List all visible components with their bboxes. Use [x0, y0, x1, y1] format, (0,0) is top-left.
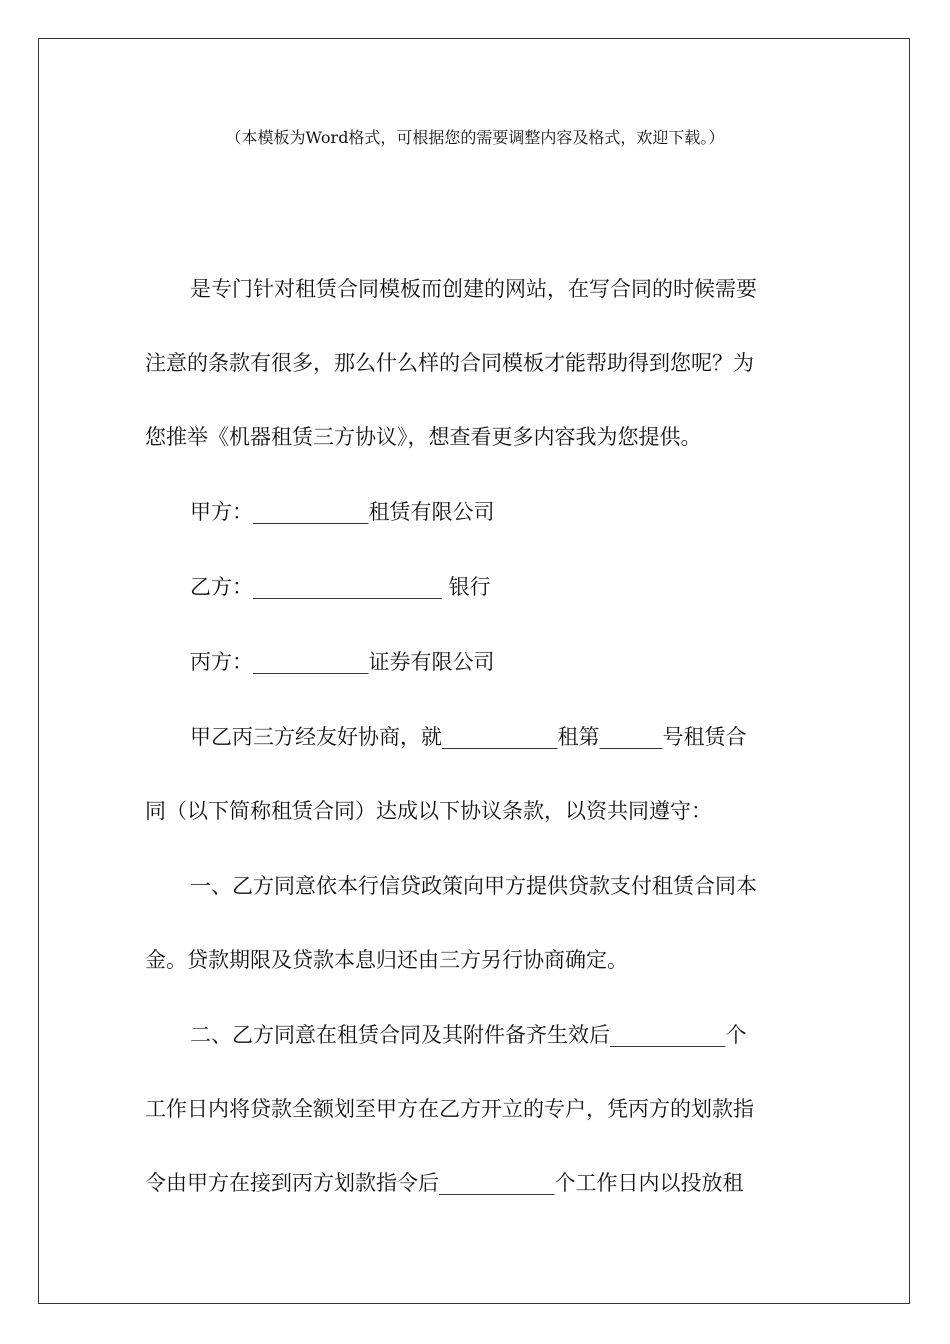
clause-2-line-1: 二、乙方同意在租赁合同及其附件备齐生效后___________个 — [190, 1023, 747, 1047]
intro-line-2: 注意的条款有很多，那么什么样的合同模板才能帮助得到您呢？为 — [145, 351, 754, 375]
agreement-intro-line-1: 甲乙丙三方经友好协商，就___________租第______号租赁合 — [190, 725, 747, 749]
clause-2-line-3: 令由甲方在接到丙方划款指令后___________个工作日内以投放租 — [145, 1171, 744, 1195]
party-c-line: 丙方：___________证券有限公司 — [190, 650, 495, 674]
clause-1-line-2: 金。贷款期限及贷款本息归还由三方另行协商确定。 — [145, 948, 628, 972]
party-b-line: 乙方：__________________ 银行 — [190, 575, 491, 599]
intro-line-3: 您推举《机器租赁三方协议》，想查看更多内容我为您提供。 — [145, 425, 702, 449]
clause-2-line-2: 工作日内将贷款全额划至甲方在乙方开立的专户，凭丙方的划款指 — [145, 1097, 754, 1121]
intro-line-1: 是专门针对租赁合同模板而创建的网站，在写合同的时候需要 — [190, 277, 757, 301]
agreement-intro-line-2: 同（以下简称租赁合同）达成以下协议条款，以资共同遵守： — [145, 799, 712, 823]
clause-1-line-1: 一、乙方同意依本行信贷政策向甲方提供贷款支付租赁合同本 — [190, 874, 757, 898]
template-notice: （本模板为Word格式，可根据您的需要调整内容及格式，欢迎下载。） — [225, 128, 725, 147]
party-a-line: 甲方：___________租赁有限公司 — [190, 500, 495, 524]
